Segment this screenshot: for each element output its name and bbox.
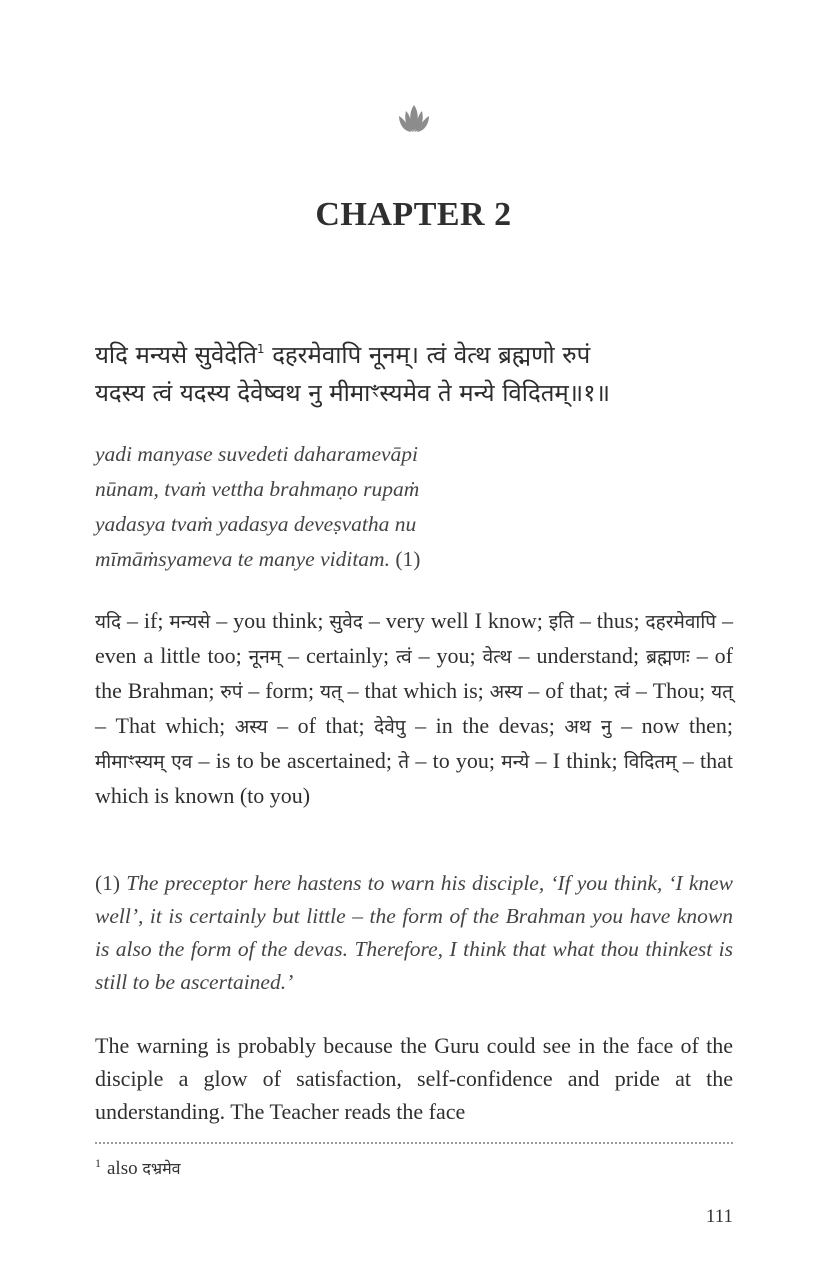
verse-number: (1) — [395, 547, 421, 571]
gloss-meaning: – that which is known (to you) — [95, 748, 733, 808]
footnote-mark: 1 — [256, 342, 265, 356]
sanskrit-verse — [95, 330, 735, 412]
gloss-meaning: – Thou; — [630, 678, 712, 703]
translit-line-2: nūnam, tvaṁ vettha brahmaṇo rupaṁ — [95, 477, 420, 501]
gloss-term: सुवेद — [329, 611, 363, 633]
gloss-term: ते — [398, 751, 410, 773]
body-paragraph: The warning is probably because the Guru could see in the face of the disciple a glow of satisfaction, self-confidence and pride at the understanding. The Teacher reads the face — [95, 1033, 733, 1124]
lotus-icon — [397, 103, 431, 135]
gloss-term: मन्यसे — [169, 611, 211, 633]
gloss-meaning: – I think; — [529, 748, 624, 773]
gloss-meaning: – of that; — [267, 713, 375, 738]
commentary-text: The preceptor here hastens to warn his disciple, ‘If you think, ‘I knew well’, it is certainly but little – the form of the Brahman you have known is also the form of the devas. Therefore, I think that what thou thinkest is still to be ascertained.’ — [95, 871, 734, 994]
footnote-number: 1 — [95, 1156, 101, 1170]
gloss-meaning: – in the devas; — [405, 713, 565, 738]
verse-line-1: यदि मन्यसे सुवेदेति$^1$ दहरमेवापि नूनम्। त्वं वेत्थ ब्रह्मणो रुपं — [95, 341, 591, 369]
gloss-term: त्वं — [614, 681, 630, 703]
gloss-meaning: – of that; — [522, 678, 615, 703]
gloss-term: यत् — [319, 681, 342, 703]
gloss-term: नूनम् — [248, 646, 282, 668]
gloss-term: यत् — [711, 681, 733, 703]
gloss-meaning: – if; — [121, 608, 170, 633]
gloss-term: दहरमेवापि — [645, 611, 717, 633]
gloss-term: अस्य — [234, 716, 268, 738]
gloss-term: यदि — [95, 611, 122, 633]
footnote-term: दभ्रमेव — [142, 1159, 181, 1178]
gloss-meaning: – of the Brahman; — [95, 643, 733, 703]
gloss-meaning: – form; — [242, 678, 320, 703]
footnote-label: also — [107, 1158, 138, 1179]
commentary — [95, 867, 733, 999]
gloss-term: मीमाꣳस्यम् एव — [95, 751, 193, 773]
gloss-term: देवेपु — [374, 716, 406, 738]
gloss-meaning: – to you; — [409, 748, 502, 773]
gloss-meaning: – even a little too; — [95, 608, 734, 668]
chapter-title: CHAPTER 2 — [315, 196, 512, 233]
gloss-meaning: – you think; — [210, 608, 330, 633]
footnote-divider — [95, 1142, 733, 1144]
gloss-meaning: – understand; — [511, 643, 647, 668]
transliteration — [95, 437, 735, 577]
gloss-term: इति — [548, 611, 574, 633]
gloss-meaning: – very well I know; — [362, 608, 549, 633]
gloss-meaning: – now then; — [611, 713, 733, 738]
verse-line-2: यदस्य त्वं यदस्य देवेष्वथ नु मीमाꣳस्यमेव ते मन्ये विदितम्॥१॥ — [95, 379, 610, 407]
gloss-meaning: – you; — [411, 643, 483, 668]
gloss-meaning: – certainly; — [281, 643, 397, 668]
gloss-term: वेत्थ — [482, 646, 512, 668]
translit-line-4: mīmāṁsyameva te manye viditam. (1) — [95, 547, 421, 571]
gloss-term: रुपं — [220, 681, 243, 703]
gloss-term: त्वं — [396, 646, 412, 668]
gloss-term: अस्य — [489, 681, 523, 703]
gloss-meaning: – thus; — [573, 608, 646, 633]
translit-line-1: yadi manyase suvedeti daharamevāpi — [95, 442, 419, 466]
footnote — [95, 1156, 181, 1180]
gloss-meaning: – That which; — [95, 713, 235, 738]
word-gloss — [95, 604, 733, 812]
commentary-number: (1) — [95, 871, 121, 895]
translit-line-3: yadasya tvaṁ yadasya deveṣvatha nu — [95, 512, 417, 536]
gloss-meaning: – that which is; — [341, 678, 490, 703]
gloss-meaning: – is to be ascertained; — [192, 748, 399, 773]
gloss-term: विदितम् — [623, 751, 677, 773]
page-number: 111 — [705, 1206, 733, 1227]
gloss-term: मन्ये — [501, 751, 530, 773]
gloss-term: अथ नु — [564, 716, 612, 738]
gloss-term: ब्रह्मणः — [646, 646, 690, 668]
